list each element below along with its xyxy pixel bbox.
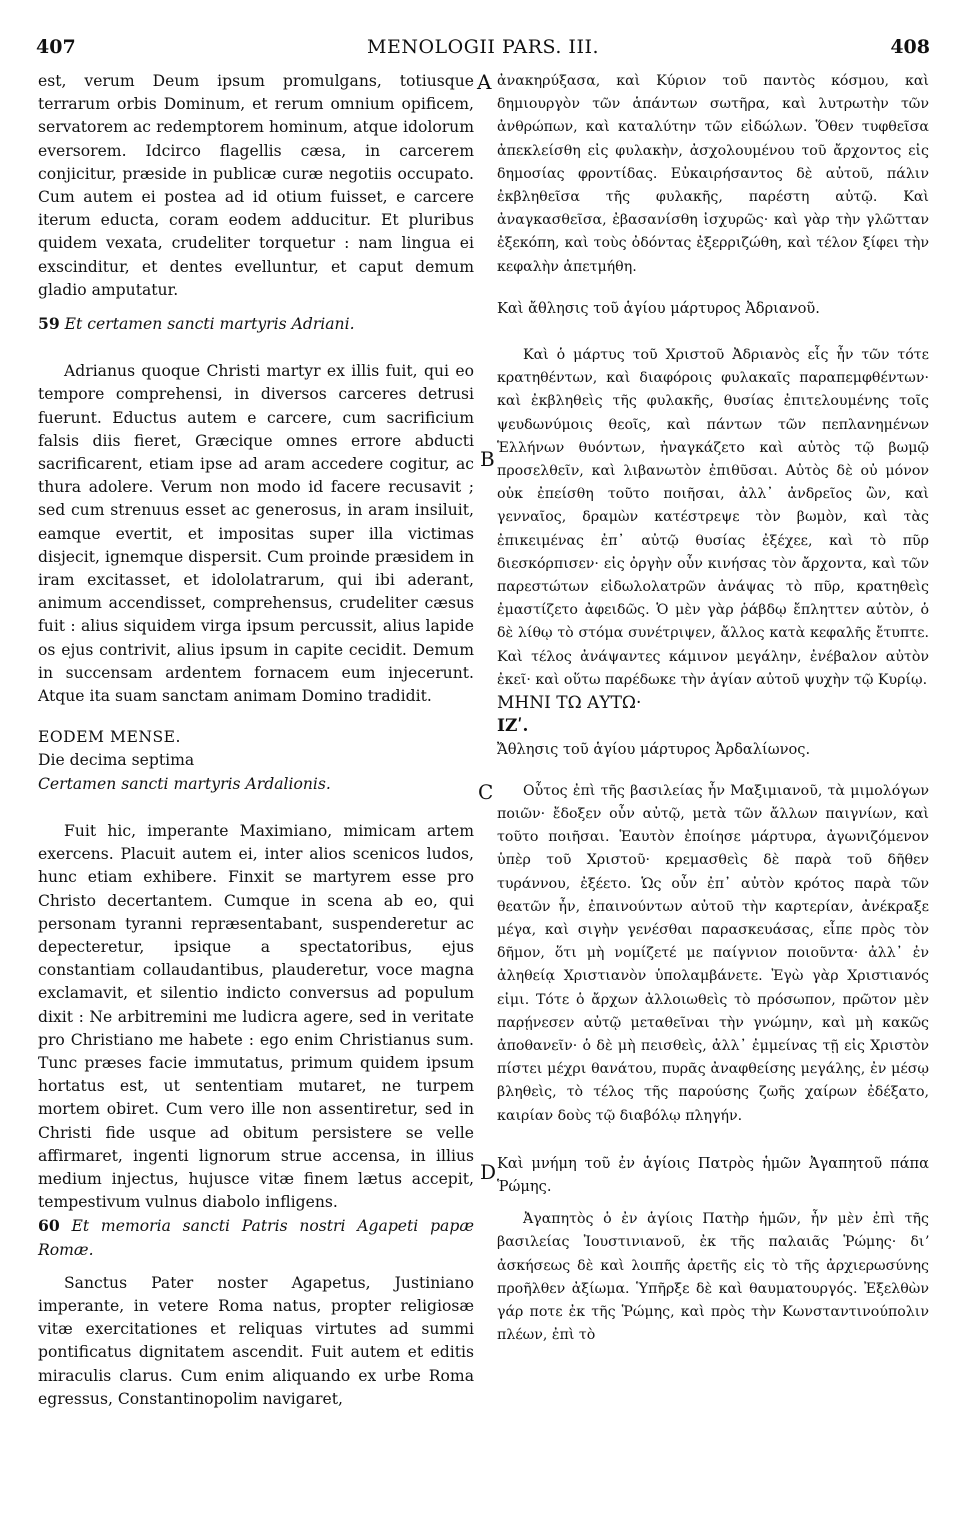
page-number-left: 407 bbox=[36, 36, 76, 58]
greek-month-heading: ΜΗΝΙ ΤΩ ΑΥΤΩ· bbox=[497, 693, 642, 714]
section-title: Et certamen sancti martyris Adriani. bbox=[64, 315, 355, 334]
page-header bbox=[36, 36, 930, 64]
greek-paragraph: ἀνακηρύξασα, καὶ Κύριον τοῦ παντὸς κόσμου, καὶ δημιουργὸν τῶν ἁπάντων σωτῆρα, καὶ λυτρωτὴν τῶν ἀνθρώπων, καὶ καταλύτην τῶν εἰδώλων. Ὅθεν τυφθεῖσα ἀπεκλείσθη εἰς φυλακὴν, ἀσχολουμένου τοῦ ἄρχοντος εἰς δημοσίας φροντίδας. Εὐκαιρήσαντος δὲ αὐτοῦ, πάλιν ἐκβληθεῖσα τῆς φυλακῆς, παρέστη αὐτῷ. Καὶ ἀναγκασθεῖσα, ἐβασανίσθη ἰσχυρῶς· καὶ γὰρ τὴν γλῶτταν ἐξεκόπη, καὶ τοὺς ὀδόντας ἐξερριζώθη, καὶ τέλον ξίφει τὴν κεφαλὴν ἀπετμήθη. bbox=[497, 73, 929, 275]
greek-section-title: Καὶ μνήμη τοῦ ἐν ἁγίοις Πατρὸς ἡμῶν Ἀγαπητοῦ πάπα Ῥώμης. bbox=[497, 1154, 929, 1195]
greek-section-title: Ἄθλησις τοῦ ἁγίου μάρτυρος Ἀρδαλίωνος. bbox=[497, 741, 811, 759]
latin-column bbox=[38, 70, 474, 1411]
section-number: 59 bbox=[38, 314, 60, 334]
greek-column bbox=[497, 70, 929, 1347]
greek-paragraph: Καὶ ὁ μάρτυς τοῦ Χριστοῦ Ἀδριανὸς εἷς ἦν τῶν τότε κρατηθέντων, καὶ διαφόροις φυλακαῖς παραπεμφθέντων· καὶ ἐκβληθεὶς τῆς φυλακῆς, θυσίας ἐπιτελουμένης τοῖς ψευδωνύμοις θεοῖς, καὶ πάντων τῶν πεπλανημένων Ἑλλήνων θυόντων, ἠναγκάζετο καὶ αὐτὸς τῷ βωμῷ προσελθεῖν, καὶ λιβανωτὸν ἐπιθῦσαι. Αὐτὸς δὲ οὐ μόνον οὐκ ἐπείσθη τοῦτο ποιῆσαι, ἀλλ᾽ ἀνδρεῖος ὢν, καὶ γενναῖος, δραμὼν κατέστρεψε τὸν βωμὸν, καὶ τὰς ἐπικειμένας ἐπ᾽ αὐτῷ θυσίας ἐξέχεε, καὶ τὸ πῦρ διεσκόρπισεν· εἰς ὀργὴν οὖν κινήσας τὸν ἄρχοντα, καὶ τῶν παρεστώτων εἰδωλολατρῶν ἀνάψας τὸ πῦρ, κρατηθεὶς ἐμαστίζετο ἀφειδῶς. Ὁ μὲν γὰρ ῥάβδῳ ἔπληττεν αὐτὸν, ὁ δὲ λίθῳ τὸ στόμα συνέτριψεν, ἄλλος κατὰ κεφαλῆς ἔτυπτε. Καὶ τέλος ἀνάψαντες κάμινον μεγάλην, ἐνέβαλον αὐτὸν ἐκεῖ· καὶ οὕτω παρέδωκε τὴν ἁγίαν αὐτοῦ ψυχὴν τῷ Κυρίῳ. bbox=[497, 347, 929, 688]
section-number: 60 bbox=[38, 1216, 60, 1236]
margin-marker-b: B bbox=[480, 447, 495, 471]
margin-marker-d: D bbox=[480, 1160, 497, 1184]
section-heading-60 bbox=[38, 1214, 474, 1261]
month-heading: EODEM MENSE. bbox=[38, 728, 181, 747]
greek-paragraph: Οὗτος ἐπὶ τῆς βασιλείας ἦν Μαξιμιανοῦ, τὰ μιμολόγων ποιῶν· ἔδοξεν οὖν αὐτῷ, μετὰ τῶν ἄλλων παιγνίων, καὶ τοῦτο ποιῆσαι. Ἑαυτὸν ἐποίησε μάρτυρα, ἀγωνιζόμενον ὑπὲρ τοῦ Χριστοῦ· κρεμασθεὶς δὲ παρὰ τοῦ δῆθεν τυράννου, ἐξέετο. Ὡς οὖν ἐπ᾽ αὐτὸν κρότος παρὰ τῶν θεατῶν ἦν, ἐπαινούντων αὐτοῦ τὴν καρτερίαν, ἀνέκραξε μέγα, καὶ σιγὴν γενέσθαι παρασκευάσας, εἶπε πρὸς τὸν δῆμον, ὅτι μὴ νομίζετέ με παίγνιον ποιοῦντα· ἀλλ᾽ ἐν ἀληθείᾳ Χριστιανὸν ὑπολαμβάνετε. Ἐγὼ γὰρ Χριστιανός εἰμι. Τότε ὁ ἄρχων ἀλλοιωθεὶς τὸ πρόσωπον, πρῶτον μὲν παρῄνεσεν αὐτῷ μεταθεῖναι τὴν γνώμην, καὶ μὴ κακῶς ἀποθανεῖν· ὁ δὲ μὴ πεισθεὶς, ἀλλ᾽ ἐμμείνας τῇ εἰς Χριστὸν πίστει μέχρι θανάτου, πυρᾶς ἀναφθείσης μεγάλης, ἐν μέσῳ βληθεὶς, τὸ τέλος τῆς παρούσης ζωῆς χαίρων ἐδέξατο, καιρίαν δοὺς τῷ διαβόλῳ πληγήν. bbox=[497, 782, 929, 1124]
greek-day-heading: ΙΖʹ. bbox=[497, 716, 529, 737]
greek-section-title: Καὶ ἄθλησις τοῦ ἁγίου μάρτυρος Ἀδριανοῦ. bbox=[497, 299, 820, 317]
latin-paragraph: Fuit hic, imperante Maximiano, mimicam artem exercens. Placuit autem ei, inter alios scenicos ludos, hunc etiam exhibere. Finxit se martyrem esse pro Christo decertantem. Cumque in scena ab eo, qui personam tyranni repræsentabant, suspenderetur ac depecteretur, ipsique a spectatoribus, ejus constantiam collaudantibus, plauderetur, voce magna exclamavit, et silentio indicto conversus ad populum dixit : Ne arbitremini me ludicra agere, sed in veritate pro Christiano me habete : ego enim Christianus sum. Tunc præses facie immutatus, primum quidem ipsum hortatus est, ut sententiam mutaret, ne turpem mortem obiret. Cum vero ille non assentiretur, sed in Christi fide usque ad obitum persistere se velle affirmaret, ingenti lignorum strue accensa, in illius medium injectus, hujusce vitæ finem lætus accepit, tempestivum vulnus diabolo infligens. bbox=[38, 821, 474, 1212]
running-title: MENOLOGII PARS. III. bbox=[367, 36, 599, 58]
section-heading-59 bbox=[38, 312, 474, 336]
margin-marker-a: A bbox=[477, 70, 492, 94]
latin-paragraph: Adrianus quoque Christi martyr ex illis fuit, qui eo tempore comprehensi, in diversos carceres detrusi fuerunt. Eductus autem e carcere, cum sacrificium falsis diis fieret, Græcique omnes errore abducti sacrificarent, etiam ipse ad aram accedere cogitur, ac thura adolere. Verum non modo id facere recusavit ; sed cum strenuus esset ac generosus, in aram insiluit, eamque evertit, et impositas super illa victimas disjecit, ignemque dispersit. Cum proinde præsidem in iram excitasset, et idololatrarum, qui ibi aderant, animum accendisset, comprehensus, crudeliter cæsus fuit : alius siquidem virga ipsum percussit, alius lapide os ejus contrivit, alius ipsum in capite cecidit. Demum in succensam ardentem fornacem eum injecerunt. Atque ita suam sanctam animam Domino tradidit. bbox=[38, 362, 474, 706]
day-heading: Die decima septima bbox=[38, 751, 195, 770]
greek-paragraph: Ἀγαπητὸς ὁ ἐν ἁγίοις Πατὴρ ἡμῶν, ἦν μὲν ἐπὶ τῆς βασιλείας Ἰουστινιανοῦ, ἐκ τῆς παλαιᾶς Ῥώμης· διʼ ἀσκήσεως δὲ καὶ λοιπῆς ἀρετῆς εἰς τὸ τῆς ἀρχιερωσύνης προῆλθεν ἀξίωμα. Ὑπῆρξε δὲ καὶ θαυματουργός. Ἐξελθὼν γάρ ποτε ἐκ τῆς Ῥώμης, καὶ πρὸς τὴν Κωνσταντινούπολιν πλέων, ἐπὶ τὸ bbox=[497, 1211, 929, 1344]
section-title: Et memoria sancti Patris nostri Agapeti papæ Romæ. bbox=[38, 1217, 474, 1259]
latin-paragraph: est, verum Deum ipsum promulgans, totiusque terrarum orbis Dominum, et rerum omnium opificem, servatorem ac redemptorem hominum, atque idolorum eversorem. Idcirco flagellis cæsa, in carcerem conjicitur, præside in publicæ curæ negotiis occupato. Cum autem ei postea ad id otium fuisset, e carcere iterum educta, coram eodem adducitur. Et pluribus quidem vexata, crudeliter torquetur : nam lingua ei exscinditur, et dentes evelluntur, et caput demum gladio amputatur. bbox=[38, 72, 474, 299]
page-number-right: 408 bbox=[890, 36, 930, 58]
section-title: Certamen sancti martyris Ardalionis. bbox=[38, 774, 331, 793]
latin-paragraph: Sanctus Pater noster Agapetus, Justiniano imperante, in vetere Roma natus, propter religiosæ vitæ exercitationes et reliquas virtutes ad summi pontificatus dignitatem ascendit. Fuit autem et editis miraculis clarus. Cum enim aliquando ex urbe Roma egressus, Constantinopolim navigaret, bbox=[38, 1273, 474, 1408]
margin-marker-c: C bbox=[478, 780, 494, 804]
